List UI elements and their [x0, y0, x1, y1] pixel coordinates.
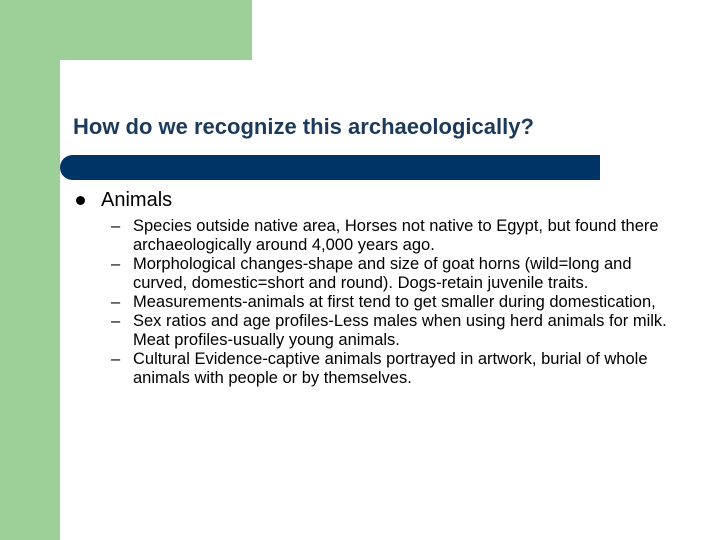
dash-icon: – — [111, 217, 121, 235]
dash-icon: – — [111, 293, 121, 311]
sub-bullet-text: Sex ratios and age profiles-Less males when using herd animals for milk. Meat profiles-usually young animals. — [133, 312, 667, 349]
dash-icon: – — [111, 255, 121, 273]
bullet-heading: Animals — [101, 189, 173, 211]
title-divider-bar — [60, 155, 600, 180]
bullet-dot-icon — [76, 196, 85, 205]
slide-title: How do we recognize this archaeologically? — [73, 114, 534, 139]
sub-bullet-item — [111, 312, 671, 350]
dash-icon: – — [111, 350, 121, 368]
green-frame-left — [0, 0, 60, 540]
sub-bullet-text: Cultural Evidence-captive animals portrayed in artwork, burial of whole animals with people or by themselves. — [133, 350, 648, 387]
sub-bullet-item — [111, 350, 671, 388]
frame-corner-curve — [60, 60, 120, 120]
dash-icon: – — [111, 312, 121, 330]
sub-bullet-list — [111, 217, 671, 388]
sub-bullet-item — [111, 293, 671, 312]
sub-bullet-text: Morphological changes-shape and size of goat horns (wild=long and curved, domestic=short and round). Dogs-retain juvenile traits. — [133, 255, 632, 292]
sub-bullet-item — [111, 217, 671, 255]
sub-bullet-item — [111, 255, 671, 293]
sub-bullet-text: Species outside native area, Horses not native to Egypt, but found there archaeologically around 4,000 years ago. — [133, 217, 659, 254]
sub-bullet-text: Measurements-animals at first tend to get smaller during domestication, — [133, 293, 656, 311]
